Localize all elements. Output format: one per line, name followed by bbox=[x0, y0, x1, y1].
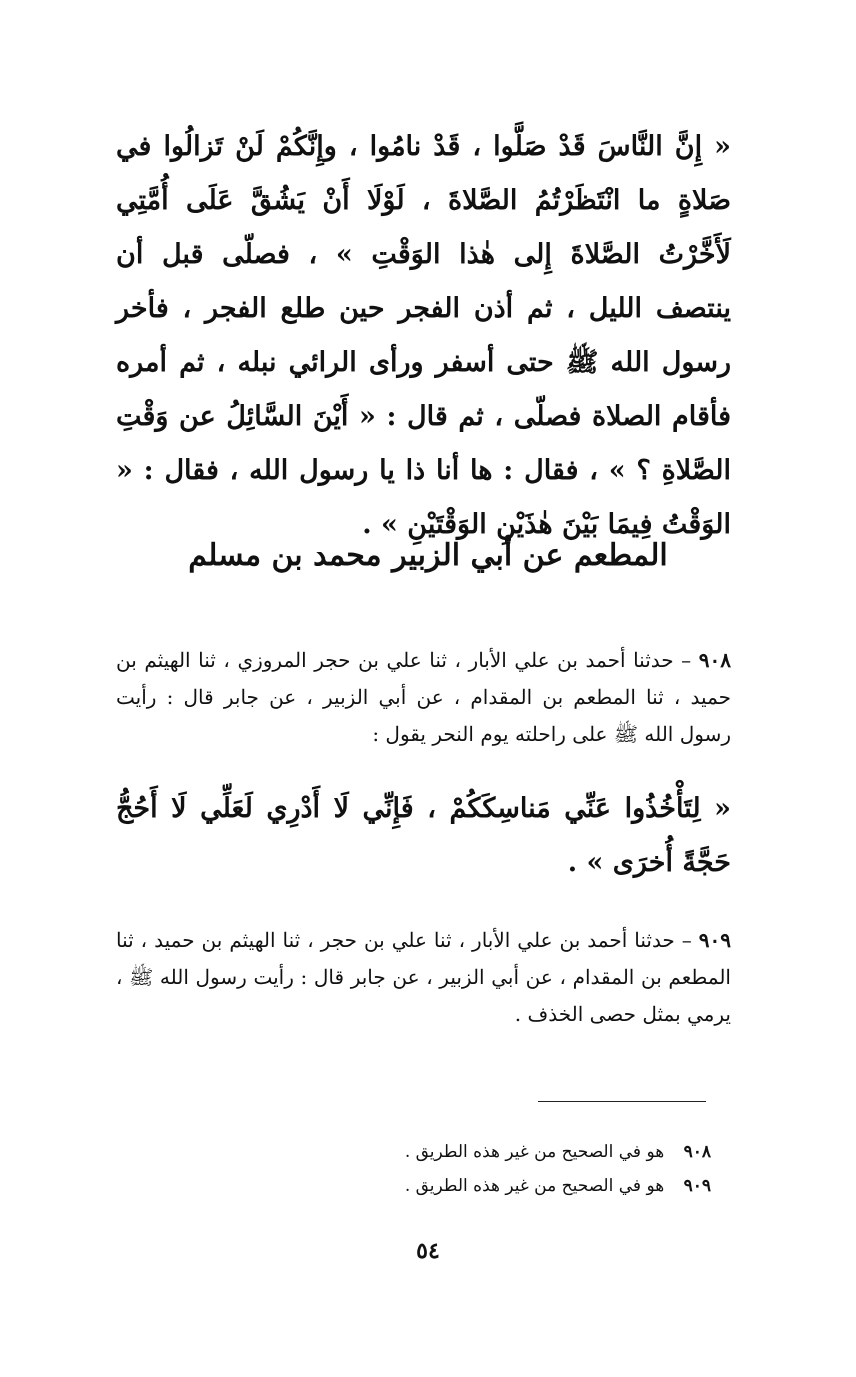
intro-paragraph: « إِنَّ النَّاسَ قَدْ صَلَّوا ، قَدْ نامُوا ، وإِنَّكُمْ لَنْ تَزالُوا في صَلاةٍ ما انْتَظَرْتُمُ الصَّلاةَ ، لَوْلَا أَنْ يَشُقَّ عَلَى أُمَّتِي لَأَخَّرْتُ الصَّلاةَ إِلى هٰذا الوَقْتِ » ، فصلّى قبل أن ينتصف الليل ، ثم أذن الفجر حين طلع الفجر ، فأخر رسول الله ﷺ حتى أسفر ورأى الرائي نبله ، ثم أمره فأقام الصلاة فصلّى ، ثم قال : « أَيْنَ السَّائِلُ عن وَقْتِ الصَّلاةِ ؟ » ، فقال : ها أنا ذا يا رسول الله ، فقال : « الوَقْتُ فِيمَا بَيْنَ هٰذَيْنِ الوَقْتَيْنِ » . bbox=[116, 131, 731, 540]
footnote-908 bbox=[211, 1135, 711, 1169]
page-number: ٥٤ bbox=[416, 1238, 440, 1264]
footnote-909 bbox=[211, 1169, 711, 1203]
hadith-909-text: – حدثنا أحمد بن علي الأبار ، ثنا علي بن حجر ، ثنا الهيثم بن حميد ، ثنا المطعم بن المقدام ، عن أبي الزبير ، عن جابر قال : رأيت رسول الله ﷺ ، يرمي بمثل حصى الخذف . bbox=[116, 928, 731, 1026]
hadith-908-quote: « لِتَأْخُذُوا عَنِّي مَناسِكَكُمْ ، فَإِنِّي لَا أَدْرِي لَعَلِّي لَا أَحُجُّ حَجَّةً أُخرَى » . bbox=[116, 793, 731, 878]
hadith-909-number: ٩٠٩ bbox=[698, 928, 731, 952]
hadith-908-paragraph bbox=[116, 642, 731, 753]
hadith-909-paragraph bbox=[116, 922, 731, 1033]
footnote-number: ٩٠٩ bbox=[683, 1176, 711, 1196]
footnote-text: هو في الصحيح من غير هذه الطريق . bbox=[404, 1176, 665, 1196]
footnote-text: هو في الصحيح من غير هذه الطريق . bbox=[404, 1142, 665, 1162]
hadith-908-text: – حدثنا أحمد بن علي الأبار ، ثنا علي بن حجر المروزي ، ثنا الهيثم بن حميد ، ثنا المطعم بن المقدام ، عن أبي الزبير ، عن جابر قال : رأيت رسول الله ﷺ على راحلته يوم النحر يقول : bbox=[116, 648, 731, 746]
footnotes bbox=[211, 1135, 711, 1203]
footnote-divider bbox=[538, 1101, 706, 1102]
hadith-908-number: ٩٠٨ bbox=[698, 648, 731, 672]
section-heading: المطعم عن أبي الزبير محمد بن مسلم bbox=[188, 538, 668, 573]
footnote-number: ٩٠٨ bbox=[683, 1142, 711, 1162]
